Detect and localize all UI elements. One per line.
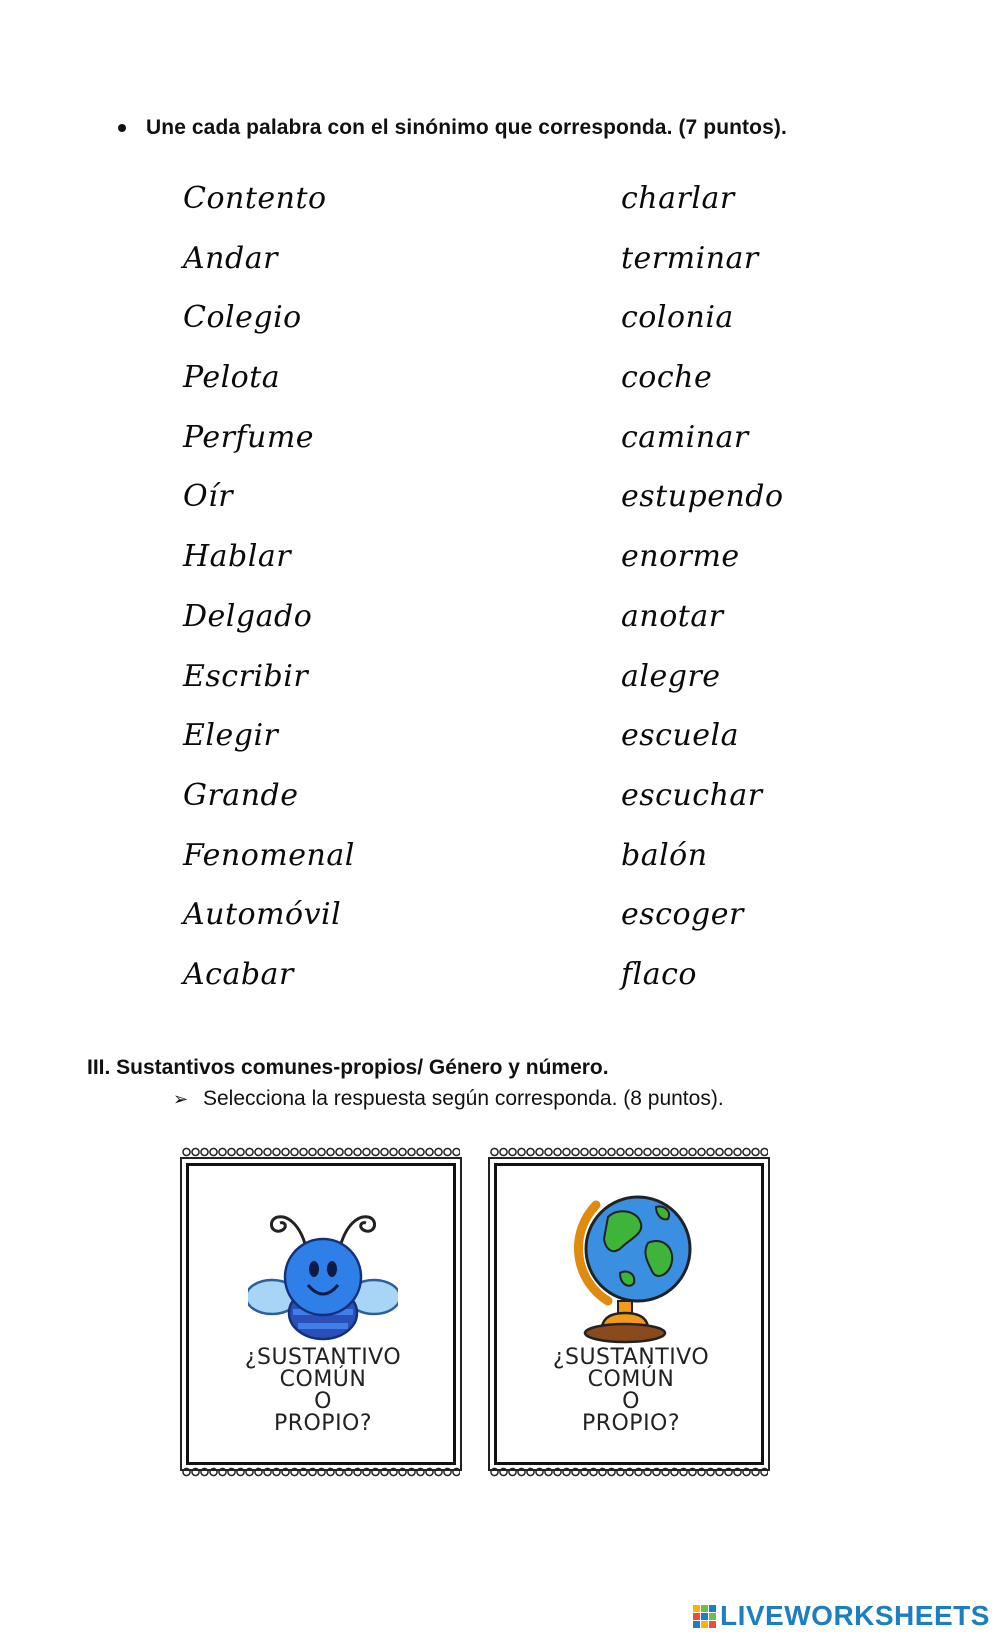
globe-icon [556, 1177, 706, 1347]
right-word[interactable]: charlar [621, 181, 735, 216]
section-instruction-text: Selecciona la respuesta según corresponda. (8 puntos). [203, 1087, 724, 1110]
card-question-line: COMÚN [587, 1367, 675, 1392]
left-word[interactable]: Pelota [183, 360, 281, 396]
card-question-line: O [622, 1389, 640, 1414]
right-word[interactable]: anotar [621, 598, 724, 634]
left-word[interactable]: Acabar [183, 956, 294, 992]
card-question-line: ¿SUSTANTIVO [244, 1345, 402, 1370]
card-question [488, 1347, 774, 1435]
liveworksheets-logo [693, 1600, 990, 1632]
left-word[interactable]: Hablar [183, 539, 292, 575]
card-border-bottom [182, 1467, 460, 1481]
left-word[interactable]: Perfume [183, 419, 315, 455]
left-word[interactable]: Grande [183, 777, 299, 813]
card-question-line: PROPIO? [581, 1411, 681, 1436]
left-word[interactable]: Escribir [183, 658, 309, 694]
card-question-line: ¿SUSTANTIVO [552, 1345, 710, 1370]
logo-grid-icon [693, 1605, 716, 1628]
left-word[interactable]: Contento [183, 181, 327, 216]
synonym-instruction [118, 116, 787, 140]
card-question-line: COMÚN [279, 1367, 367, 1392]
left-word[interactable]: Automóvil [183, 897, 342, 933]
left-word[interactable]: Delgado [183, 598, 313, 634]
right-word[interactable]: escuela [621, 718, 740, 754]
synonym-instruction-text: Une cada palabra con el sinónimo que corresponda. (7 puntos). [146, 116, 787, 139]
left-word[interactable]: Fenomenal [183, 837, 355, 873]
brand-name: LIVEWORKSHEETS [720, 1600, 990, 1631]
arrow-bullet-icon: ➢ [173, 1088, 189, 1109]
right-word[interactable]: coche [621, 360, 713, 396]
right-word[interactable]: flaco [621, 956, 697, 992]
card-border-bottom [490, 1467, 768, 1481]
right-word[interactable]: caminar [621, 419, 749, 455]
right-word-column [621, 178, 784, 1014]
card-question-line: PROPIO? [273, 1411, 373, 1436]
right-word[interactable]: escuchar [621, 777, 763, 813]
section-title: III. Sustantivos comunes-propios/ Género y número. [87, 1056, 609, 1079]
right-word[interactable]: escoger [621, 897, 744, 933]
left-word[interactable]: Elegir [183, 718, 279, 754]
noun-card-bee[interactable] [180, 1147, 466, 1481]
right-word[interactable]: estupendo [621, 479, 784, 515]
left-word-column [183, 178, 355, 1014]
right-word[interactable]: colonia [621, 300, 734, 336]
left-word[interactable]: Andar [183, 240, 278, 276]
right-word[interactable]: terminar [621, 240, 759, 276]
section-instruction [173, 1087, 724, 1111]
card-question [180, 1347, 466, 1435]
right-word[interactable]: alegre [621, 658, 721, 694]
right-word[interactable]: enorme [621, 539, 740, 575]
left-word[interactable]: Colegio [183, 300, 302, 336]
card-question-line: O [314, 1389, 332, 1414]
right-word[interactable]: balón [621, 837, 708, 873]
left-word[interactable]: Oír [183, 479, 234, 515]
bee-icon [248, 1185, 398, 1345]
bullet-icon [118, 124, 126, 132]
noun-card-globe[interactable] [488, 1147, 774, 1481]
